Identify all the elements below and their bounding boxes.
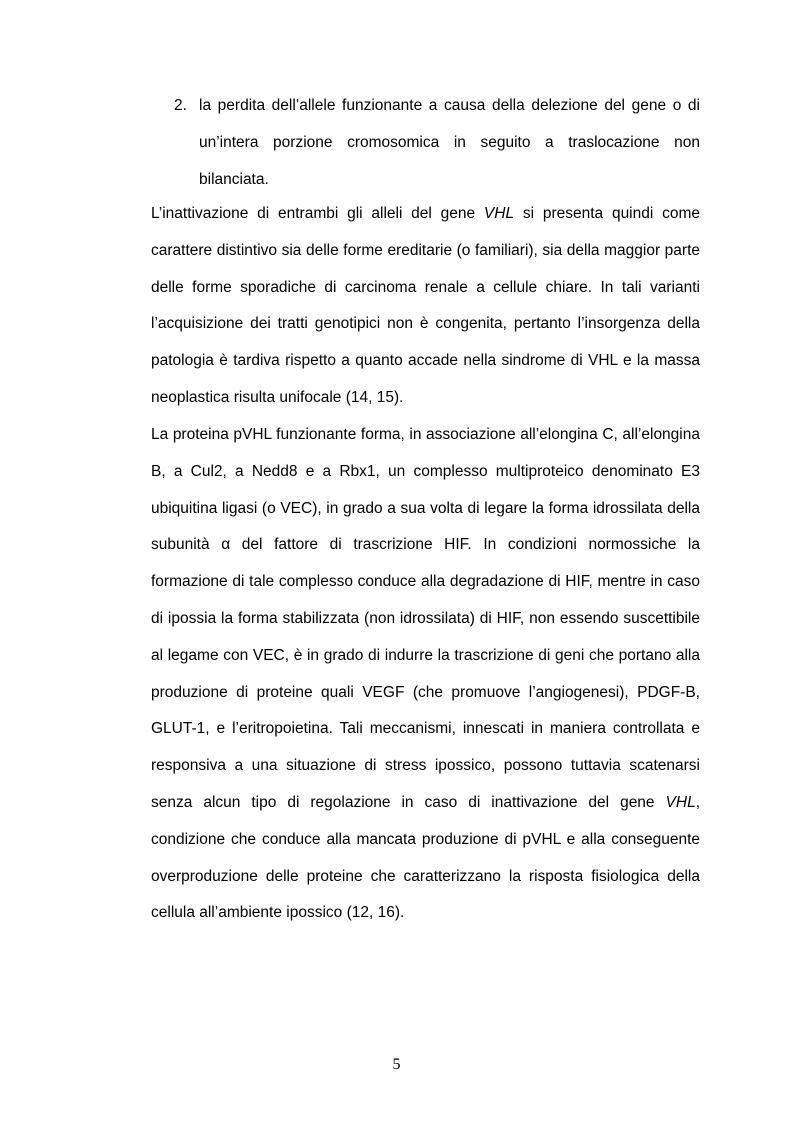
list-number: 2. bbox=[174, 97, 187, 114]
list-item-2 bbox=[174, 88, 700, 198]
list-item-text: la perdita dell’allele funzionante a causa della delezione del gene o di un’intera porzione cromosomica in seguito a traslocazione non bilanciata. bbox=[199, 97, 700, 188]
paragraph-pvhl-protein bbox=[151, 417, 700, 932]
gene-name-italic: VHL bbox=[483, 205, 515, 222]
paragraph-text: La proteina pVHL funzionante forma, in associazione all’elongina C, all’elongina B, a Cul2, a Nedd8 e a Rbx1, un complesso multiproteico denominato E3 ubiquitina ligasi (o VEC), in grado a sua volta di legare la forma idrossilata della subunità α del fattore di trascrizione HIF. In condizioni normossiche la formazione di tale complesso conduce alla degradazione di HIF, mentre in caso di ipossia la forma stabilizzata (non idrossilata) di HIF, non essendo suscettibile al legame con VEC, è in grado di indurre la trascrizione di geni che portano alla produzione di proteine quali VEGF (che promuove l’angiogenesi), PDGF-B, GLUT-1, e l’eritropoietina. Tali meccanismi, innescati in maniera controllata e responsiva a una situazione di stress ipossico, possono tuttavia scatenarsi senza alcun tipo di regolazione in caso di inattivazione del gene bbox=[151, 426, 700, 811]
paragraph-text: , condizione che conduce alla mancata produzione di pVHL e alla conseguente overproduzione delle proteine che caratterizzano la risposta fisiologica della cellula all’ambiente ipossico (12, 16). bbox=[151, 793, 700, 922]
paragraph-inactivation bbox=[151, 196, 700, 417]
paragraph-text: si presenta quindi come carattere distintivo sia delle forme ereditarie (o familiari), sia della maggior parte delle forme sporadiche di carcinoma renale a cellule chiare. In tali varianti l’acquisizione dei tratti genotipici non è congenita, pertanto l’insorgenza della patologia è tardiva rispetto a quanto accade nella sindrome di VHL e la massa neoplastica risulta unifocale (14, 15). bbox=[151, 205, 700, 406]
page-number: 5 bbox=[392, 1056, 401, 1073]
paragraph-text: L’inattivazione di entrambi gli alleli del gene bbox=[151, 205, 484, 222]
gene-name-italic: VHL bbox=[665, 793, 696, 811]
